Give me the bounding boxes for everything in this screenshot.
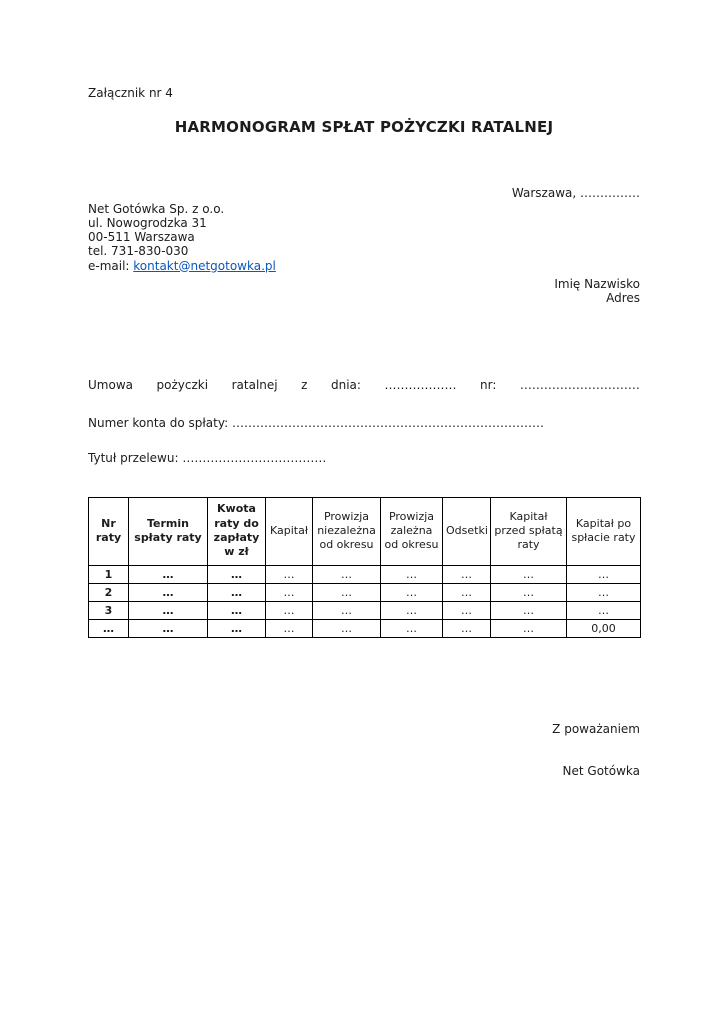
agreement-word: z [301,377,308,392]
table-row [89,619,641,637]
table-cell: … [567,583,641,601]
sender-block [88,202,640,273]
table-cell: … [313,601,381,619]
table-cell: … [129,619,208,637]
table-cell: … [129,565,208,583]
table-cell: 1 [89,565,129,583]
signature-line: Net Gotówka [562,763,640,778]
account-number-line: Numer konta do spłaty: …………………………………………………………………… [88,415,544,430]
table-cell: … [313,565,381,583]
table-cell: … [208,583,266,601]
table-cell: … [208,565,266,583]
repayment-schedule-table [88,497,641,638]
agreement-number-blank: ………………………… [519,377,640,392]
company-email-line [88,259,640,273]
email-label: e-mail: [88,258,134,273]
city-date-line: Warszawa, …………… [511,186,640,200]
table-cell: … [443,601,491,619]
email-link[interactable]: kontakt@netgotowka.pl [133,258,276,273]
company-phone: tel. 731-830-030 [88,244,189,259]
table-cell: … [567,601,641,619]
table-cell: … [266,565,313,583]
table-cell: … [313,619,381,637]
attachment-label: Załącznik nr 4 [88,86,173,100]
header-kapital-przed: Kapitał przed spłatą raty [491,497,567,565]
recipient-block [88,277,640,306]
table-cell: … [381,619,443,637]
agreement-word: dnia: [330,377,361,392]
table-row [89,601,641,619]
table-cell: … [266,583,313,601]
agreement-word: nr: [480,377,497,392]
closing-line: Z poważaniem [552,721,640,736]
document-title: HARMONOGRAM SPŁAT POŻYCZKI RATALNEJ [174,118,554,136]
table-cell: 3 [89,601,129,619]
company-street: ul. Nowogrodzka 31 [88,216,207,231]
table-cell: … [208,619,266,637]
table-cell: … [129,601,208,619]
table-cell: … [491,583,567,601]
header-prowizja-niezalezna: Prowizja niezależna od okresu [313,497,381,565]
agreement-date-blank: ……………… [384,377,457,392]
table-cell: … [381,601,443,619]
table-header-row [89,497,641,565]
table-cell: … [313,583,381,601]
header-prowizja-zalezna: Prowizja zależna od okresu [381,497,443,565]
table-cell: … [443,565,491,583]
table-cell: … [491,601,567,619]
table-cell: … [129,583,208,601]
header-termin-splaty: Termin spłaty raty [129,497,208,565]
table-row [89,565,641,583]
table-cell: … [381,565,443,583]
company-name: Net Gotówka Sp. z o.o. [88,202,225,216]
table-cell: 2 [89,583,129,601]
table-cell: … [443,583,491,601]
table-cell: … [381,583,443,601]
table-cell: … [491,565,567,583]
table-cell: … [567,565,641,583]
table-row [89,583,641,601]
header-kapital-po: Kapitał po spłacie raty [567,497,641,565]
table-cell: … [443,619,491,637]
table-cell: … [266,601,313,619]
table-cell: … [89,619,129,637]
table-cell: … [208,601,266,619]
recipient-name: Imię Nazwisko [554,276,640,291]
transfer-title-line: Tytuł przelewu: ……………………………… [88,450,327,465]
agreement-word: ratalnej [231,377,278,392]
agreement-word: pożyczki [156,377,209,392]
table-cell: … [266,619,313,637]
header-odsetki: Odsetki [443,497,491,565]
header-nr-raty: Nr raty [89,497,129,565]
table-cell-total: 0,00 [567,619,641,637]
header-kwota-raty: Kwota raty do zapłaty w zł [208,497,266,565]
agreement-line [88,378,640,392]
recipient-address: Adres [606,291,640,306]
table-cell: … [491,619,567,637]
agreement-word: Umowa [88,377,133,392]
header-kapital: Kapitał [266,497,313,565]
company-postal-city: 00-511 Warszawa [88,230,195,245]
